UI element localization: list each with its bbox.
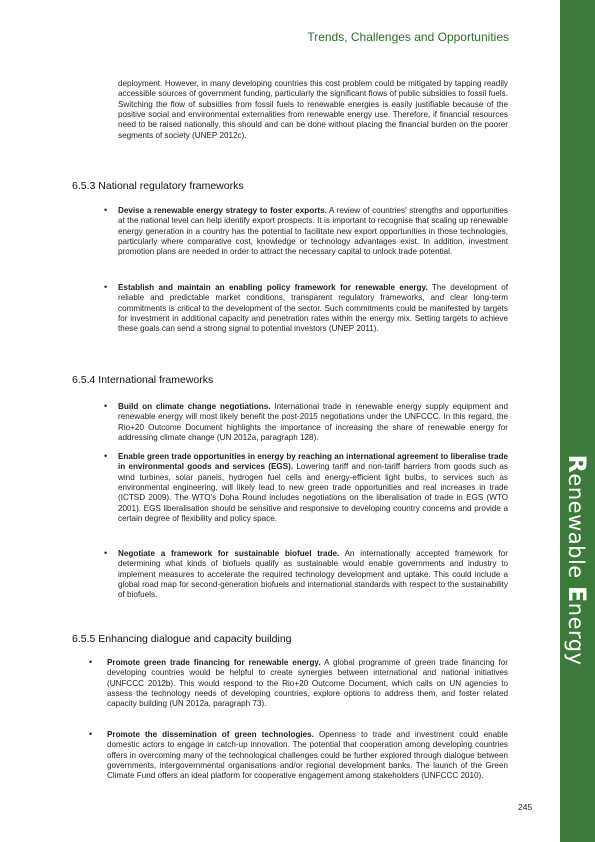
bullet-body: An internationally accepted framework for determining what kinds of biofuels qualify as sustainable would enable governments and industry to implement measures to accelerate the required technology development and uptake. This could include a global road map for second-generation biofuels and international standards with respect to the sustainability of biofuels.	[118, 549, 508, 600]
bullet-item	[104, 452, 508, 524]
page-number: 245	[518, 802, 533, 812]
bullet-item	[104, 283, 508, 335]
bullet-body: Openness to trade and investment could enable domestic actors to engage in catch-up innovation. The potential that cooperation among developing countries offers in overcoming many of the technological challenges could be further explored through dialogue between governments, intergovernmental organisations and/or regional development banks. The launch of the Green Climate Fund offers an ideal platform for cooperative engagement among stakeholders (UNFCCC 2010).	[107, 730, 508, 781]
bullet-lead: Promote green trade financing for renewable energy.	[107, 658, 321, 667]
bullet-marker: •	[104, 401, 108, 411]
bullet-marker: •	[104, 282, 108, 292]
bullet-item	[104, 402, 508, 443]
bullet-lead: Enable green trade opportunities in energy by reaching an international agreement to liberalise trade in environmental goods and services (EGS).	[118, 452, 508, 472]
bullet-body: International trade in renewable energy supply equipment and renewable energy will most likely benefit the post-2015 negotiations under the UNFCCC. In this regard, the Rio+20 Outcome Document highlights the importance of increasing the share of renewable energy for addressing climate change (UN 2012a, paragraph 128).	[118, 402, 508, 443]
bullet-text	[118, 206, 508, 258]
bullet-lead: Build on climate change negotiations.	[118, 402, 271, 411]
bullet-body: Lowering tariff and non-tariff barriers from goods such as wind turbines, solar panels, hydrogen fuel cells and energy-efficient light bulbs, to services such as environmental engineering, will likely lead to new green trade opportunities and real increases in trade (ICTSD 2009). The WTO's Doha Round includes negotiations on the liberalisation of trade in EGS (WTO 2001). EGS liberalisation should be sensitive and responsive to developing country concerns and provide a certain degree of flexibility and policy space.	[118, 462, 508, 524]
chapter-side-title: Renewable Energy	[563, 454, 591, 666]
bullet-text	[118, 283, 508, 335]
bullet-marker: •	[104, 205, 108, 215]
bullet-lead: Promote the dissemination of green technologies.	[107, 730, 314, 739]
bullet-lead: Devise a renewable energy strategy to foster exports.	[118, 206, 327, 215]
bullet-text	[118, 549, 508, 601]
bullet-text	[118, 452, 508, 524]
chapter-side-band	[560, 0, 595, 842]
bullet-body: A global programme of green trade financing for developing countries would be helpful to create synergies between international and national initiatives (UNFCCC 2012b). This would respond to the Rio+20 Outcome Document, which calls on UN agencies to assess the technology needs of developing countries, explore options to address them, and foster related capacity building (UN 2012a, paragraph 73).	[107, 658, 508, 709]
bullet-item	[89, 658, 508, 710]
intro-paragraph: deployment. However, in many developing countries this cost problem could be mitigated by tapping readily accessible sources of government funding, particularly the significant flows of public subsidies to fossil fuels. Switching the flow of subsidies from fossil fuels to renewable energies is easily justifiable because of the positive social and environmental externalities from renewable energy use. Therefore, if financial resources need to be raised nationally, this should and can be done without placing the financial burden on the poorer segments of society (UNEP 2012c).	[118, 79, 508, 140]
bullet-item	[89, 730, 508, 782]
bullet-body: A review of countries' strengths and opportunities at the national level can help identify export prospects. It is important to recognise that scaling up renewable energy generation in a country has the potential to facilitate new export opportunities in those technologies, particularly where comparative cost, knowledge or technology advantages exist. In addition, investment promotion plans are needed in order to attract the necessary capital to unlock trade potential.	[118, 206, 508, 257]
bullet-lead: Negotiate a framework for sustainable biofuel trade.	[118, 549, 340, 558]
bullet-item	[104, 549, 508, 601]
bullet-text	[107, 730, 508, 782]
bullet-body: The development of reliable and predictable market conditions, transparent regulatory frameworks, and clear long-term commitments is critical to the development of the sector. Such commitments could be manifested by targets for investment in additional capacity and penetration rates within the energy mix. Setting targets to achieve these goals can send a strong signal to potential investors (UNEP 2011).	[118, 283, 508, 334]
section-heading-6-5-4: 6.5.4 International frameworks	[72, 374, 214, 386]
bullet-marker: •	[89, 729, 93, 739]
bullet-marker: •	[89, 657, 93, 667]
bullet-marker: •	[104, 451, 108, 461]
running-header: Trends, Challenges and Opportunities	[307, 30, 509, 44]
bullet-text	[107, 658, 508, 710]
section-heading-6-5-5: 6.5.5 Enhancing dialogue and capacity building	[72, 633, 292, 645]
bullet-lead: Establish and maintain an enabling policy framework for renewable energy.	[118, 283, 428, 292]
bullet-marker: •	[104, 548, 108, 558]
bullet-item	[104, 206, 508, 258]
bullet-text	[118, 402, 508, 443]
section-heading-6-5-3: 6.5.3 National regulatory frameworks	[72, 180, 244, 192]
